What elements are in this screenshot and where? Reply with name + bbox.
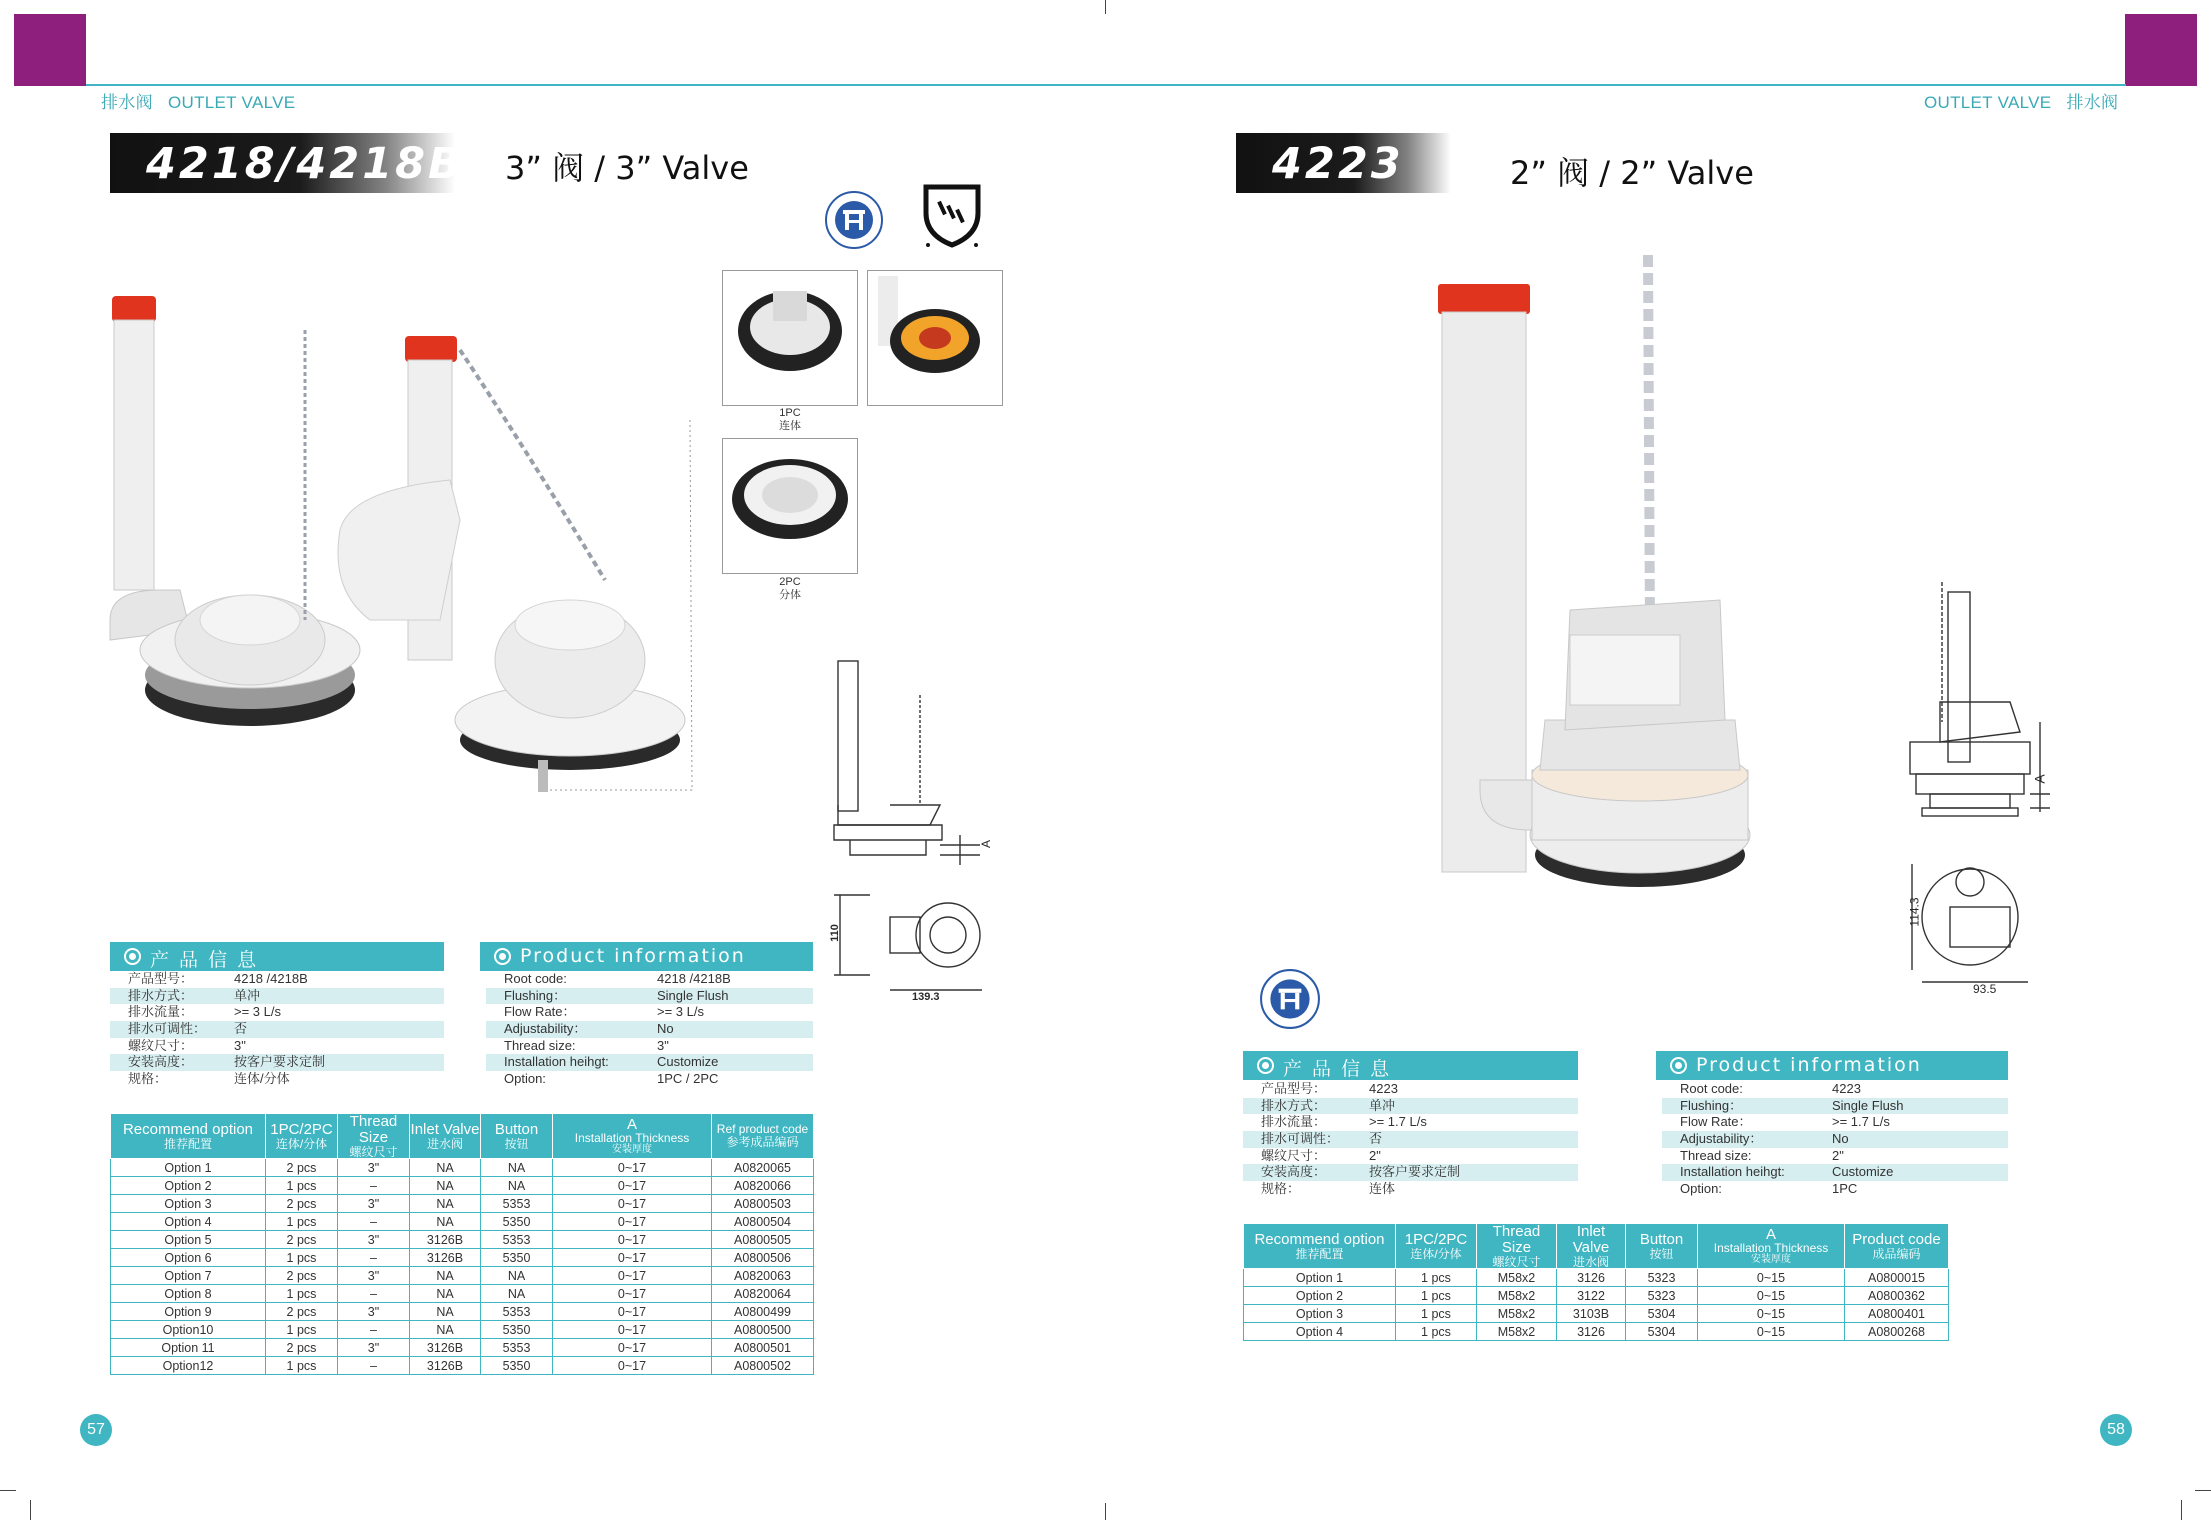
quality-seal-icon <box>824 190 884 250</box>
table-cell: 2 pcs <box>266 1159 338 1177</box>
table-cell: Option 3 <box>1244 1305 1396 1323</box>
info-row: Root code: 4223 <box>1680 1081 1861 1096</box>
model-banner-left <box>110 133 464 193</box>
col-header: Recommend option 推荐配置 <box>1244 1224 1396 1269</box>
option-table-left <box>110 1113 814 1375</box>
table-cell: A0800504 <box>712 1213 814 1231</box>
table-row <box>111 1321 814 1339</box>
table-cell: 1 pcs <box>1396 1287 1477 1305</box>
table-cell: 5353 <box>481 1303 553 1321</box>
product-info-cn-header-right: 产 品 信 息 <box>1243 1051 1578 1080</box>
table-cell: A0800500 <box>712 1321 814 1339</box>
table-cell: 0~17 <box>553 1231 712 1249</box>
detail-thumb-2pc <box>722 438 858 574</box>
table-cell: 3126B <box>410 1357 481 1375</box>
table-cell: NA <box>410 1267 481 1285</box>
table-cell: M58x2 <box>1477 1287 1557 1305</box>
col-header: Ref product code 参考成品编码 <box>712 1114 814 1159</box>
corner-block-right <box>2125 14 2197 86</box>
table-cell: 0~17 <box>553 1321 712 1339</box>
table-cell: 3126 <box>1557 1269 1626 1287</box>
table-cell: 5304 <box>1626 1305 1698 1323</box>
corner-block-left <box>14 14 86 86</box>
col-header: Recommend option 推荐配置 <box>111 1114 266 1159</box>
dimension-height-right: 114.3 <box>1907 897 1922 927</box>
table-row <box>111 1195 814 1213</box>
table-cell: 3" <box>338 1231 410 1249</box>
table-row <box>111 1159 814 1177</box>
table-cell: 5350 <box>481 1249 553 1267</box>
table-cell: 0~17 <box>553 1249 712 1267</box>
caption-1pc: 1PC 连体 <box>779 407 801 432</box>
table-cell: 5323 <box>1626 1287 1698 1305</box>
model-number: 4223 <box>1272 139 1404 189</box>
col-header: Button 按钮 <box>481 1114 553 1159</box>
table-row <box>1244 1287 1949 1305</box>
table-cell: 5350 <box>481 1357 553 1375</box>
detail-thumb-1pc-b <box>867 270 1003 406</box>
table-cell: A0800503 <box>712 1195 814 1213</box>
table-cell: 5350 <box>481 1321 553 1339</box>
valve-4218-photo <box>100 290 700 810</box>
table-cell: 0~17 <box>553 1339 712 1357</box>
col-header: 1PC/2PC 连体/分体 <box>1396 1224 1477 1269</box>
dimension-height-left: 110 <box>828 924 841 942</box>
table-cell: 3126B <box>410 1249 481 1267</box>
table-cell: A0820064 <box>712 1285 814 1303</box>
model-banner-right <box>1236 133 1451 193</box>
table-cell: NA <box>481 1285 553 1303</box>
table-cell: M58x2 <box>1477 1305 1557 1323</box>
info-row: 规格： 连体/分体 <box>128 1071 290 1087</box>
table-row <box>111 1357 814 1375</box>
table-cell: 5353 <box>481 1231 553 1249</box>
info-row: Flow Rate： >= 1.7 L/s <box>1680 1114 1890 1130</box>
table-cell: 0~15 <box>1698 1305 1845 1323</box>
table-cell: 2 pcs <box>266 1303 338 1321</box>
table-cell: 3126B <box>410 1231 481 1249</box>
table-cell: NA <box>481 1177 553 1195</box>
info-row: Flushing： Single Flush <box>486 988 813 1005</box>
table-cell: 1 pcs <box>1396 1323 1477 1341</box>
product-info-cn-right <box>1243 1081 1578 1198</box>
info-row: 排水可调性： 否 <box>1243 1131 1578 1148</box>
crop-mark <box>2181 1500 2182 1520</box>
col-header: A Installation Thickness 安装厚度 <box>553 1114 712 1159</box>
col-header: Product code 成品编码 <box>1845 1224 1949 1269</box>
table-cell: NA <box>410 1303 481 1321</box>
upc-mark-icon <box>920 183 984 251</box>
table-cell: A0820066 <box>712 1177 814 1195</box>
valve-4223-photo <box>1420 250 1760 910</box>
table-cell: 0~17 <box>553 1285 712 1303</box>
table-cell: 1 pcs <box>266 1249 338 1267</box>
table-cell: 0~17 <box>553 1159 712 1177</box>
table-cell: NA <box>410 1321 481 1339</box>
table-row <box>111 1213 814 1231</box>
table-cell: NA <box>410 1213 481 1231</box>
detail-thumb-1pc-a <box>722 270 858 406</box>
table-row <box>111 1303 814 1321</box>
info-row: Option: 1PC <box>1680 1181 1858 1197</box>
info-row: Flow Rate： >= 3 L/s <box>504 1004 704 1020</box>
table-cell: – <box>338 1357 410 1375</box>
option-table-right <box>1243 1223 1949 1341</box>
col-header: Thread Size 螺纹尺寸 <box>1477 1224 1557 1269</box>
col-header: Thread Size 螺纹尺寸 <box>338 1114 410 1159</box>
table-cell: 1 pcs <box>266 1285 338 1303</box>
table-row <box>111 1177 814 1195</box>
info-row: 产品型号： 4223 <box>1261 1081 1398 1096</box>
table-row <box>111 1267 814 1285</box>
table-cell: NA <box>481 1159 553 1177</box>
info-row: 排水流量： >= 3 L/s <box>128 1004 281 1020</box>
table-row <box>1244 1323 1949 1341</box>
table-cell: – <box>338 1213 410 1231</box>
table-cell: 2 pcs <box>266 1195 338 1213</box>
info-row: Thread size: 2" <box>1680 1147 1844 1163</box>
table-cell: A0820065 <box>712 1159 814 1177</box>
table-cell: 3103B <box>1557 1305 1626 1323</box>
dimension-width-right: 93.5 <box>1973 982 1997 996</box>
table-cell: A0820063 <box>712 1267 814 1285</box>
table-cell: 1 pcs <box>1396 1269 1477 1287</box>
valve-title-right: 2” 阀 / 2” Valve <box>1510 154 1754 192</box>
table-cell: 0~17 <box>553 1303 712 1321</box>
page-number-right: 58 <box>2100 1414 2132 1446</box>
table-cell: A0800501 <box>712 1339 814 1357</box>
header-rule-right <box>1106 84 2126 86</box>
table-cell: 3" <box>338 1159 410 1177</box>
table-cell: A0800502 <box>712 1357 814 1375</box>
caption-2pc: 2PC 分体 <box>779 576 801 601</box>
technical-drawing-4218 <box>830 655 1010 1005</box>
product-info-en-header-right: Product information <box>1656 1051 2008 1080</box>
table-cell: – <box>338 1249 410 1267</box>
info-row: 产品型号： 4218 /4218B <box>128 971 308 986</box>
info-row: Flushing： Single Flush <box>1662 1098 2008 1115</box>
table-cell: 0~15 <box>1698 1323 1845 1341</box>
page-number-left: 57 <box>80 1414 112 1446</box>
dimension-a-right: A <box>2031 774 2048 784</box>
table-cell: NA <box>410 1177 481 1195</box>
table-cell: Option10 <box>111 1321 266 1339</box>
table-cell: 3122 <box>1557 1287 1626 1305</box>
table-cell: 5353 <box>481 1195 553 1213</box>
table-row <box>111 1231 814 1249</box>
table-cell: 3126B <box>410 1339 481 1357</box>
table-cell: Option 2 <box>1244 1287 1396 1305</box>
info-row: Installation heihgt: Customize <box>1662 1164 2008 1181</box>
table-cell: Option 2 <box>111 1177 266 1195</box>
table-cell: A0800401 <box>1845 1305 1949 1323</box>
table-cell: A0800362 <box>1845 1287 1949 1305</box>
table-cell: 5323 <box>1626 1269 1698 1287</box>
col-header: Button 按钮 <box>1626 1224 1698 1269</box>
table-cell: 2 pcs <box>266 1231 338 1249</box>
table-cell: Option 8 <box>111 1285 266 1303</box>
info-row: 规格： 连体 <box>1261 1181 1396 1197</box>
header-rule-left <box>86 84 1106 86</box>
table-row <box>1244 1269 1949 1287</box>
table-cell: Option 3 <box>111 1195 266 1213</box>
table-cell: NA <box>410 1285 481 1303</box>
table-cell: – <box>338 1321 410 1339</box>
table-cell: 0~15 <box>1698 1269 1845 1287</box>
table-cell: NA <box>410 1159 481 1177</box>
table-cell: 0~17 <box>553 1195 712 1213</box>
table-cell: 0~15 <box>1698 1287 1845 1305</box>
table-cell: Option 5 <box>111 1231 266 1249</box>
table-cell: Option 1 <box>1244 1269 1396 1287</box>
info-row: Thread size: 3" <box>504 1037 669 1053</box>
table-cell: 0~17 <box>553 1357 712 1375</box>
info-row: Adjustability： No <box>1662 1131 2008 1148</box>
info-row: 排水方式： 单冲 <box>1243 1098 1578 1115</box>
table-cell: M58x2 <box>1477 1323 1557 1341</box>
table-cell: 0~17 <box>553 1177 712 1195</box>
section-tag-left: 排水阀 OUTLET VALVE <box>101 93 296 112</box>
product-info-en-left <box>486 971 813 1088</box>
table-cell: 1 pcs <box>1396 1305 1477 1323</box>
table-cell: A0800505 <box>712 1231 814 1249</box>
section-tag-right: OUTLET VALVE 排水阀 <box>1924 93 2119 112</box>
table-cell: 3126 <box>1557 1323 1626 1341</box>
table-cell: 3" <box>338 1195 410 1213</box>
table-row <box>1244 1305 1949 1323</box>
info-row: 安装高度： 按客户要求定制 <box>110 1054 444 1071</box>
crop-mark <box>30 1500 31 1520</box>
table-cell: A0800015 <box>1845 1269 1949 1287</box>
table-cell: 5304 <box>1626 1323 1698 1341</box>
product-info-en-header-left: Product information <box>480 942 813 971</box>
crop-mark <box>2195 1490 2211 1491</box>
dimension-width-left: 139.3 <box>912 991 940 1003</box>
table-cell: Option 9 <box>111 1303 266 1321</box>
col-header: A Installation Thickness 安装厚度 <box>1698 1224 1845 1269</box>
table-cell: NA <box>481 1267 553 1285</box>
table-cell: 1 pcs <box>266 1321 338 1339</box>
table-cell: 1 pcs <box>266 1357 338 1375</box>
table-row <box>111 1339 814 1357</box>
table-row <box>111 1249 814 1267</box>
col-header: Inlet Valve 进水阀 <box>1557 1224 1626 1269</box>
dimension-a-left: A <box>979 839 994 849</box>
table-cell: Option 6 <box>111 1249 266 1267</box>
table-cell: 2 pcs <box>266 1339 338 1357</box>
info-row: 螺纹尺寸： 3" <box>128 1037 246 1053</box>
table-cell: 3" <box>338 1339 410 1357</box>
info-row: 排水可调性： 否 <box>110 1021 444 1038</box>
table-cell: 1 pcs <box>266 1213 338 1231</box>
table-cell: M58x2 <box>1477 1269 1557 1287</box>
product-info-cn-header-left: 产 品 信 息 <box>110 942 444 971</box>
crop-mark <box>1105 1503 1106 1520</box>
table-cell: 5353 <box>481 1339 553 1357</box>
table-cell: NA <box>410 1195 481 1213</box>
table-cell: – <box>338 1285 410 1303</box>
info-row: 安装高度： 按客户要求定制 <box>1243 1164 1578 1181</box>
table-cell: 3" <box>338 1303 410 1321</box>
table-cell: A0800506 <box>712 1249 814 1267</box>
table-row <box>111 1285 814 1303</box>
col-header: 1PC/2PC 连体/分体 <box>266 1114 338 1159</box>
table-cell: 2 pcs <box>266 1267 338 1285</box>
product-info-cn-left <box>110 971 444 1088</box>
product-info-en-right <box>1662 1081 2008 1198</box>
table-cell: 3" <box>338 1267 410 1285</box>
model-number: 4218/4218B <box>146 139 464 189</box>
info-row: 排水流量： >= 1.7 L/s <box>1261 1114 1427 1130</box>
table-cell: Option 4 <box>1244 1323 1396 1341</box>
info-row: Root code: 4218 /4218B <box>504 971 731 986</box>
table-cell: Option 7 <box>111 1267 266 1285</box>
table-cell: Option 1 <box>111 1159 266 1177</box>
table-cell: A0800499 <box>712 1303 814 1321</box>
table-cell: – <box>338 1177 410 1195</box>
valve-title-left: 3” 阀 / 3” Valve <box>505 149 749 187</box>
crop-mark <box>1105 0 1106 14</box>
table-cell: A0800268 <box>1845 1323 1949 1341</box>
info-row: 螺纹尺寸： 2" <box>1261 1147 1381 1163</box>
table-cell: 1 pcs <box>266 1177 338 1195</box>
info-row: Option: 1PC / 2PC <box>504 1071 719 1087</box>
col-header: Inlet Valve 进水阀 <box>410 1114 481 1159</box>
quality-seal-icon <box>1259 968 1321 1030</box>
table-cell: 0~17 <box>553 1267 712 1285</box>
table-cell: Option 4 <box>111 1213 266 1231</box>
table-cell: 0~17 <box>553 1213 712 1231</box>
info-row: Adjustability： No <box>486 1021 813 1038</box>
table-cell: Option12 <box>111 1357 266 1375</box>
crop-mark <box>0 1490 16 1491</box>
table-cell: Option 11 <box>111 1339 266 1357</box>
info-row: 排水方式： 单冲 <box>110 988 444 1005</box>
info-row: Installation heihgt: Customize <box>486 1054 813 1071</box>
table-cell: 5350 <box>481 1213 553 1231</box>
